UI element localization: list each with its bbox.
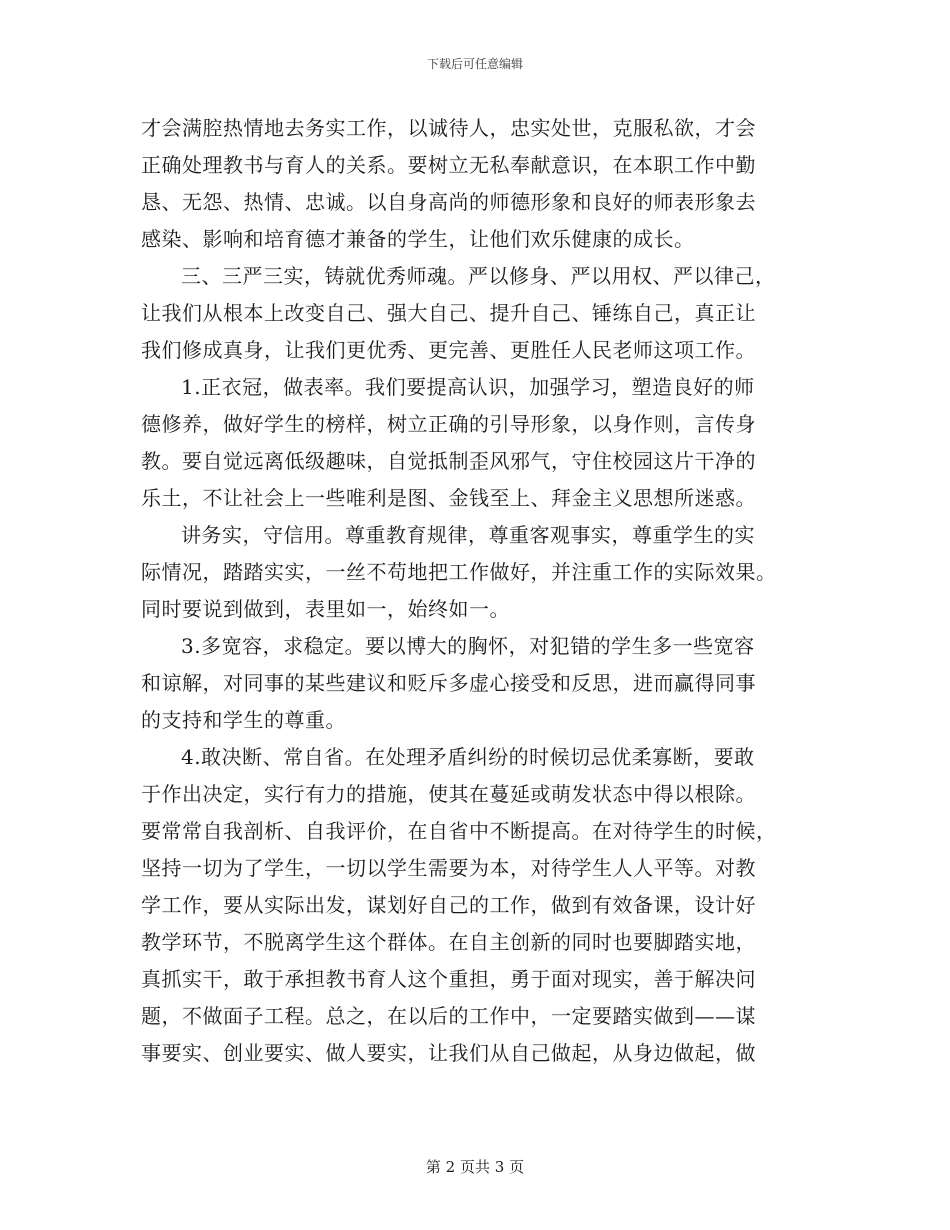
text-line: 同时要说到做到，表里如一，始终如一。 [141, 597, 510, 621]
text-line: 际情况，踏踏实实，一丝不苟地把工作做好，并注重工作的实际效果。 [141, 560, 777, 584]
text-line: 真抓实干，敢于承担教书育人这个重担，勇于面对现实，善于解决问 [141, 967, 756, 991]
text-line: 事要实、创业要实、做人要实，让我们从自己做起，从身边做起，做 [141, 1041, 756, 1065]
text-line: 教学环节，不脱离学生这个群体。在自主创新的同时也要脚踏实地， [141, 930, 756, 954]
text-line: 坚持一切为了学生，一切以学生需要为本，对待学生人人平等。对教 [141, 856, 756, 880]
text-line: 才会满腔热情地去务实工作，以诚待人，忠实处世，克服私欲，才会 [141, 116, 756, 140]
paragraph-first-line: 三、三严三实，铸就优秀师魂。严以修身、严以用权、严以律己， [181, 264, 776, 288]
text-line: 德修养，做好学生的榜样，树立正确的引导形象，以身作则，言传身 [141, 412, 756, 436]
text-line: 学工作，要从实际出发，谋划好自己的工作，做到有效备课，设计好 [141, 893, 756, 917]
text-line: 的支持和学生的尊重。 [141, 708, 346, 732]
page-header-note: 下载后可任意编辑 [426, 57, 523, 71]
paragraph-first-line: 讲务实，守信用。尊重教育规律，尊重客观事实，尊重学生的实 [181, 523, 755, 547]
text-line: 感染、影响和培育德才兼备的学生，让他们欢乐健康的成长。 [141, 227, 695, 251]
text-line: 题，不做面子工程。总之，在以后的工作中，一定要踏实做到——谋 [141, 1004, 756, 1028]
paragraph-first-line: 1.正衣冠，做表率。我们要提高认识，加强学习，塑造良好的师 [181, 375, 755, 399]
text-line: 正确处理教书与育人的关系。要树立无私奉献意识，在本职工作中勤 [141, 153, 756, 177]
page-number-footer: 第 2 页共 3 页 [425, 1158, 525, 1176]
text-line: 和谅解，对同事的某些建议和贬斥多虚心接受和反思，进而赢得同事 [141, 671, 756, 695]
text-line: 我们修成真身，让我们更优秀、更完善、更胜任人民老师这项工作。 [141, 338, 756, 362]
text-line: 让我们从根本上改变自己、强大自己、提升自己、锤练自己，真正让 [141, 301, 756, 325]
text-line: 乐土，不让社会上一些唯利是图、金钱至上、拜金主义思想所迷惑。 [141, 486, 756, 510]
document-body [141, 110, 809, 1072]
text-line: 恳、无怨、热情、忠诚。以自身高尚的师德形象和良好的师表形象去 [141, 190, 756, 214]
text-line: 要常常自我剖析、自我评价，在自省中不断提高。在对待学生的时候， [141, 819, 777, 843]
text-line: 教。要自觉远离低级趣味，自觉抵制歪风邪气，守住校园这片干净的 [141, 449, 756, 473]
paragraph-first-line: 3.多宽容，求稳定。要以博大的胸怀，对犯错的学生多一些宽容 [181, 634, 755, 658]
text-line: 于作出决定，实行有力的措施，使其在蔓延或萌发状态中得以根除。 [141, 782, 756, 806]
paragraph-first-line: 4.敢决断、常自省。在处理矛盾纠纷的时候切忌优柔寡断，要敢 [181, 745, 755, 769]
